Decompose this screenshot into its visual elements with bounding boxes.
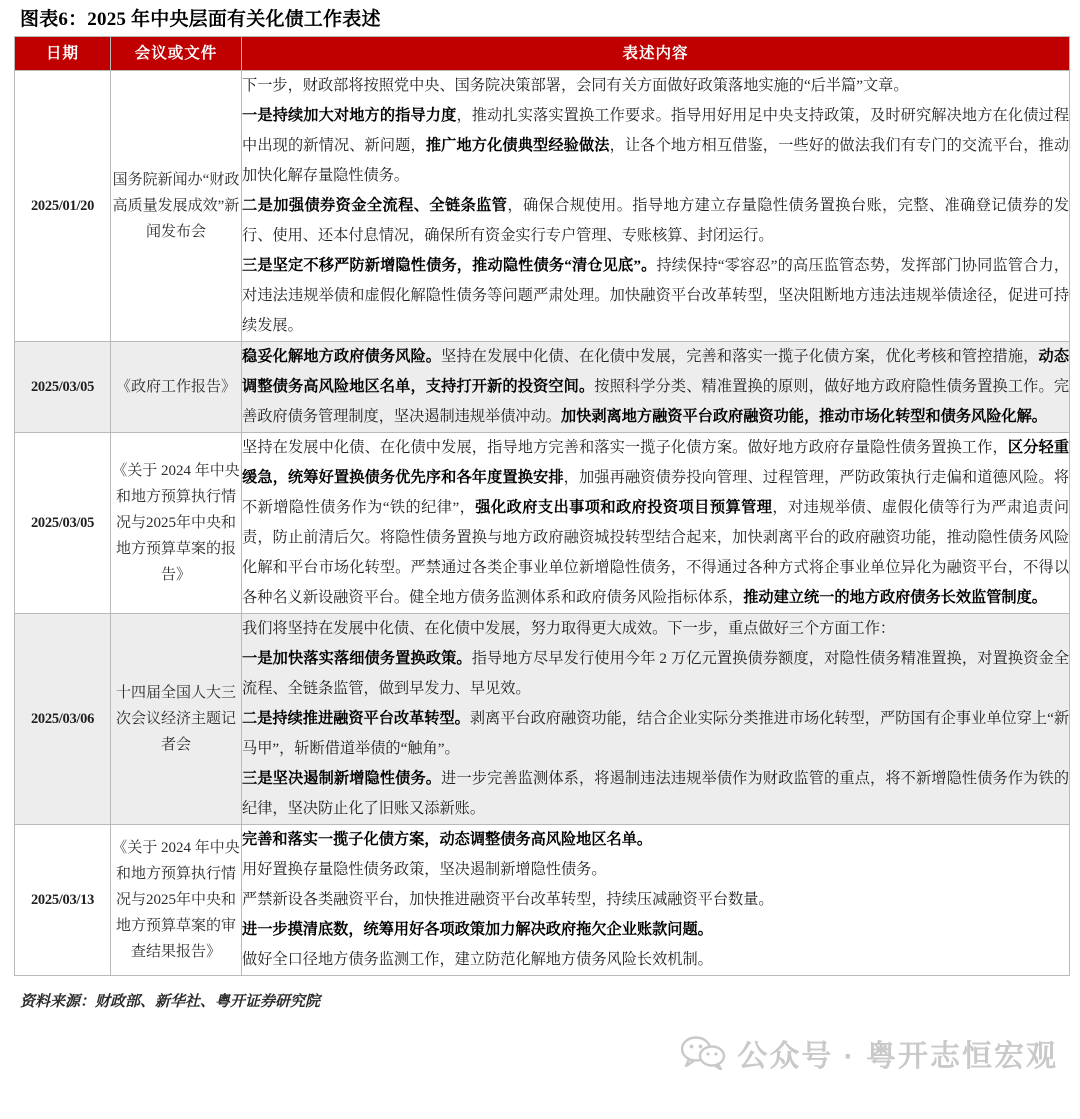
- cell-content: [242, 71, 1070, 342]
- watermark-text: 公众号 · 粤开志恒宏观: [737, 1040, 1058, 1073]
- emphasis-text: 一是持续加大对地方的指导力度: [242, 107, 457, 124]
- table-row: [15, 71, 1070, 342]
- cell-document: 《关于 2024 年中央和地方预算执行情况与2025年中央和地方预算草案的审查结果报告》: [111, 825, 242, 976]
- content-paragraph: [242, 191, 1069, 251]
- cell-document: 《政府工作报告》: [111, 342, 242, 433]
- emphasis-text: 二是持续推进融资平台改革转型。: [242, 710, 470, 727]
- body-text: 剥离平台政府融资功能，结合企业实际分类推进市场化转型，严防国有企事业单位穿上“新马甲”，斩断借道举债的“触角”。: [242, 710, 1070, 757]
- table-row: [15, 342, 1070, 433]
- body-text: ，确保合规使用。指导地方建立存量隐性债务置换台账，完整、准确登记债券的发行、使用、还本付息情况，确保所有资金实行专户管理、专账核算、封闭运行。: [242, 197, 1070, 244]
- content-paragraph: [242, 885, 1069, 915]
- wechat-icon: [681, 1036, 727, 1070]
- body-text: 坚持在发展中化债、在化债中发展，完善和落实一揽子化债方案，优化考核和管控措施，: [441, 348, 1039, 365]
- body-text: 我们将坚持在发展中化债、在化债中发展，努力取得更大成效。下一步，重点做好三个方面工作：: [242, 620, 896, 637]
- cell-document: 国务院新闻办“财政高质量发展成效”新闻发布会: [111, 71, 242, 342]
- body-text: 用好置换存量隐性债务政策，坚决遏制新增隐性债务。: [242, 861, 607, 878]
- table-row: [15, 614, 1070, 825]
- content-paragraph: [242, 433, 1069, 613]
- body-text: 严禁新设各类融资平台，加快推进融资平台改革转型，持续压减融资平台数量。: [242, 891, 774, 908]
- emphasis-text: 区分轻重缓急，统筹好置换债务优先序和各年度置换安排: [242, 439, 1070, 486]
- header-row: [15, 37, 1070, 71]
- cell-date: 2025/03/05: [15, 342, 111, 433]
- body-text: 做好全口径地方债务监测工作，建立防范化解地方债务风险长效机制。: [242, 951, 713, 968]
- table-row: [15, 433, 1070, 614]
- column-header-content: 表述内容: [242, 37, 1070, 71]
- body-text: ，加强再融资债券投向管理、过程管理，严防政策执行走偏和道德风险。将不新增隐性债务作为“铁的纪律”，: [242, 469, 1070, 516]
- emphasis-text: 动态调整债务高风险地区名单，支持打开新的投资空间。: [242, 348, 1070, 395]
- column-header-date: 日期: [15, 37, 111, 71]
- content-paragraph: [242, 342, 1069, 432]
- cell-content: [242, 614, 1070, 825]
- content-paragraph: [242, 71, 1069, 101]
- content-paragraph: [242, 251, 1069, 341]
- emphasis-text: 进一步摸清底数，统筹用好各项政策加力解决政府拖欠企业账款问题。: [242, 921, 713, 938]
- body-text: ，让各个地方相互借鉴，一些好的做法我们有专门的交流平台，推动加快化解存量隐性债务。: [242, 137, 1070, 184]
- body-text: 进一步完善监测体系，将遏制违法违规举债作为财政监管的重点，将不新增隐性债务作为铁的纪律，坚决防止化了旧账又添新账。: [242, 770, 1070, 817]
- column-header-document: 会议或文件: [111, 37, 242, 71]
- policy-statement-table: [14, 36, 1070, 976]
- emphasis-text: 三是坚定不移严防新增隐性债务，推动隐性债务“清仓见底”。: [242, 257, 657, 274]
- cell-document: 《关于 2024 年中央和地方预算执行情况与2025年中央和地方预算草案的报告》: [111, 433, 242, 614]
- content-paragraph: [242, 915, 1069, 945]
- table-body: [15, 71, 1070, 976]
- body-text: 持续保持“零容忍”的高压监管态势，发挥部门协同监管合力，对违法违规举债和虚假化解隐性债务等问题严肃处理。加快融资平台改革转型，坚决阻断地方违法违规举债途径，促进可持续发展。: [242, 257, 1070, 334]
- emphasis-text: 推动建立统一的地方政府债务长效监管制度。: [743, 589, 1047, 606]
- cell-content: [242, 825, 1070, 976]
- body-text: 坚持在发展中化债、在化债中发展，指导地方完善和落实一揽子化债方案。做好地方政府存量隐性债务置换工作，: [242, 439, 1008, 456]
- emphasis-text: 推广地方化债典型经验做法: [425, 137, 610, 154]
- source-note: 资料来源：财政部、新华社、粤开证券研究院: [20, 994, 321, 1010]
- content-paragraph: [242, 704, 1069, 764]
- body-text: ，对违规举债、虚假化债等行为严肃追责问责，防止前清后欠。将隐性债务置换与地方政府融资城投转型结合起来，加快剥离平台的政府融资功能，推动隐性债务风险化解和平台市场化转型。严禁通过各类企事业单位新增隐性债务，不得通过各种方式将企事业单位异化为融资平台，不得以各种名义新设融资平台。健全地方债务监测体系和政府债务风险指标体系，: [242, 499, 1070, 606]
- cell-document: 十四届全国人大三次会议经济主题记者会: [111, 614, 242, 825]
- content-paragraph: [242, 644, 1069, 704]
- emphasis-text: 加快剥离地方融资平台政府融资功能，推动市场化转型和债务风险化解。: [560, 408, 1047, 425]
- cell-date: 2025/03/13: [15, 825, 111, 976]
- content-paragraph: [242, 764, 1069, 824]
- content-paragraph: [242, 101, 1069, 191]
- emphasis-text: 强化政府支出事项和政府投资项目预算管理: [475, 499, 773, 516]
- cell-date: 2025/01/20: [15, 71, 111, 342]
- cell-date: 2025/03/05: [15, 433, 111, 614]
- body-text: 指导地方尽早发行使用今年 2 万亿元置换债券额度，对隐性债务精准置换，对置换资金全流程、全链条监管，做到早发力、早见效。: [242, 650, 1070, 697]
- emphasis-text: 二是加强债券资金全流程、全链条监管: [242, 197, 508, 214]
- cell-content: [242, 433, 1070, 614]
- watermark: [681, 1031, 1058, 1075]
- body-text: 下一步，财政部将按照党中央、国务院决策部署，会同有关方面做好政策落地实施的“后半篇”文章。: [242, 77, 909, 94]
- emphasis-text: 三是坚决遏制新增隐性债务。: [242, 770, 442, 787]
- content-paragraph: [242, 855, 1069, 885]
- content-paragraph: [242, 945, 1069, 975]
- emphasis-text: 一是加快落实落细债务置换政策。: [242, 650, 472, 667]
- table-row: [15, 825, 1070, 976]
- cell-content: [242, 342, 1070, 433]
- cell-date: 2025/03/06: [15, 614, 111, 825]
- body-text: 按照科学分类、精准置换的原则，做好地方政府隐性债务置换工作。完善政府债务管理制度，坚决遏制违规举债冲动。: [242, 378, 1070, 425]
- table-header: [15, 37, 1070, 71]
- body-text: ，推动扎实落实置换工作要求。指导用好用足中央支持政策，及时研究解决地方在化债过程中出现的新情况、新问题，: [242, 107, 1070, 154]
- content-paragraph: [242, 614, 1069, 644]
- figure-title: 图表6：2025 年中央层面有关化债工作表述: [20, 9, 381, 30]
- emphasis-text: 稳妥化解地方政府债务风险。: [242, 348, 442, 365]
- content-paragraph: [242, 825, 1069, 855]
- emphasis-text: 完善和落实一揽子化债方案，动态调整债务高风险地区名单。: [242, 831, 653, 848]
